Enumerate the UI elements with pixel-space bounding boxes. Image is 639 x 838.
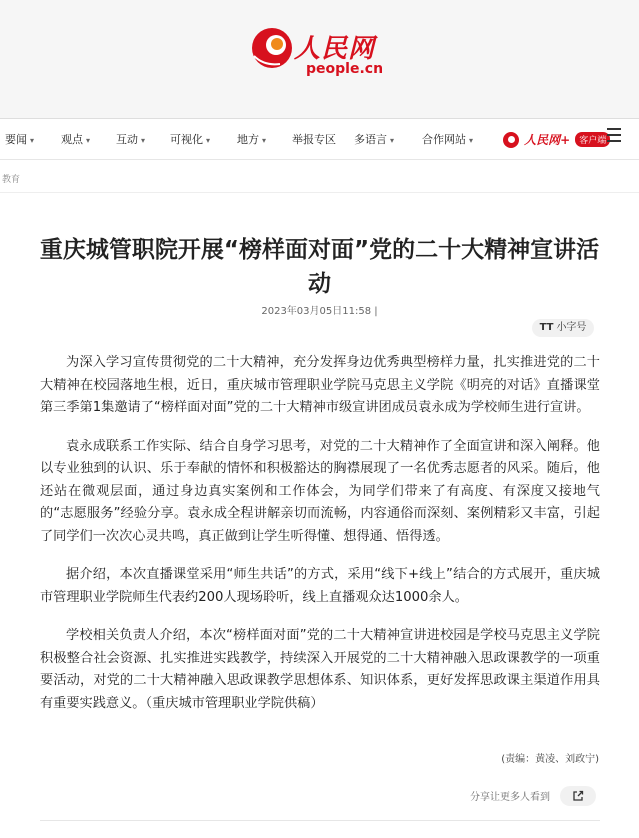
nav-divider — [0, 159, 639, 160]
publish-date: 2023年03月05日11:58 | — [261, 306, 378, 317]
chevron-down-icon: ▾ — [262, 136, 267, 145]
share-button[interactable] — [560, 786, 596, 806]
people-logo-icon — [250, 26, 294, 70]
menu-icon[interactable] — [607, 128, 621, 142]
article-paragraph: 学校相关负责人介绍，本次“榜样面对面”党的二十大精神宣讲进校园是学校马克思主义学院积极整合社会资源、扎实推进实践教学，持续深入开展党的二十大精神融入思政课教学的一项重要活动，对党的二十大精神融入思政课教学思想体系、知识体系，更好发挥思政课主渠道作用具有重要实践意义。（重庆城市管理职业学院供稿） — [40, 628, 600, 711]
article-body — [40, 352, 600, 731]
article-footer-divider — [40, 820, 600, 821]
article-paragraph: 袁永成联系工作实际、结合自身学习思考，对党的二十大精神作了全面宣讲和深入阐释。他以专业独到的认识、乐于奉献的情怀和积极豁达的胸襟展现了一名优秀志愿者的风采。随后，他还站在微观层面，通过身边真实案例和工作体会，为同学们带来了有高度、有深度又接地气的“志愿服务”经验分享。袁永成全程讲解亲切而流畅，内容通俗而深刻、案例精彩又丰富，引起了同学们一次次心灵共鸣，真正做到让学生听得懂、想得通、悟得透。 — [40, 438, 600, 544]
nav-item-partners[interactable]: 合作网站 ▾ — [422, 133, 474, 146]
share-icon — [572, 790, 584, 802]
nav-item-interaction[interactable]: 互动 ▾ — [116, 133, 146, 146]
chevron-down-icon: ▾ — [390, 136, 395, 145]
chevron-down-icon: ▾ — [469, 136, 474, 145]
article-paragraph: 据介绍，本次直播课堂采用“师生共话”的方式，采用“线下+线上”结合的方式展开，重庆城市管理职业学院师生代表约200人现场聆听，线上直播观众达1000余人。 — [40, 567, 600, 605]
nav-item-visual[interactable]: 可视化 ▾ — [170, 133, 211, 146]
share-prompt: 分享让更多人看到 — [470, 792, 550, 803]
logo-text-cn: 人民网 — [294, 34, 376, 64]
app-badge: 客户端 — [575, 132, 610, 147]
people-app-icon — [503, 132, 519, 148]
nav-item-local[interactable]: 地方 ▾ — [237, 133, 267, 146]
chevron-down-icon: ▾ — [206, 136, 211, 145]
site-logo[interactable] — [250, 26, 400, 82]
font-size-icon: TT — [539, 322, 554, 333]
app-download-link[interactable] — [503, 129, 610, 149]
breadcrumb[interactable]: 教育 — [2, 175, 21, 185]
chevron-down-icon: ▾ — [30, 136, 35, 145]
nav-item-opinion[interactable]: 观点 ▾ — [61, 133, 91, 146]
site-header — [0, 0, 639, 118]
nav-item-news[interactable]: 要闻 ▾ — [5, 133, 35, 146]
font-size-toggle-button[interactable] — [532, 319, 594, 337]
chevron-down-icon: ▾ — [141, 136, 146, 145]
nav-item-languages[interactable]: 多语言 ▾ — [354, 133, 395, 146]
chevron-down-icon: ▾ — [86, 136, 91, 145]
article-paragraph: 为深入学习宣传贯彻党的二十大精神，充分发挥身边优秀典型榜样力量，扎实推进党的二十大精神在校园落地生根，近日，重庆城市管理职业学院马克思主义学院《明亮的对话》直播课堂第三季第1集邀请了“榜样面对面”党的二十大精神市级宣讲团成员袁永成为学校师生进行宣讲。 — [40, 355, 600, 415]
font-size-label: 小字号 — [556, 322, 587, 333]
editor-credit: (责编：黄凌、刘政宁) — [501, 754, 599, 765]
breadcrumb-divider — [0, 192, 639, 193]
logo-text-en: people.cn — [306, 61, 384, 77]
app-brand-label: 人民网+ — [524, 133, 571, 147]
nav-item-report[interactable]: 举报专区 — [292, 133, 336, 146]
page-title: 重庆城管职院开展“榜样面对面”党的二十大精神宣讲活动 — [39, 237, 600, 298]
